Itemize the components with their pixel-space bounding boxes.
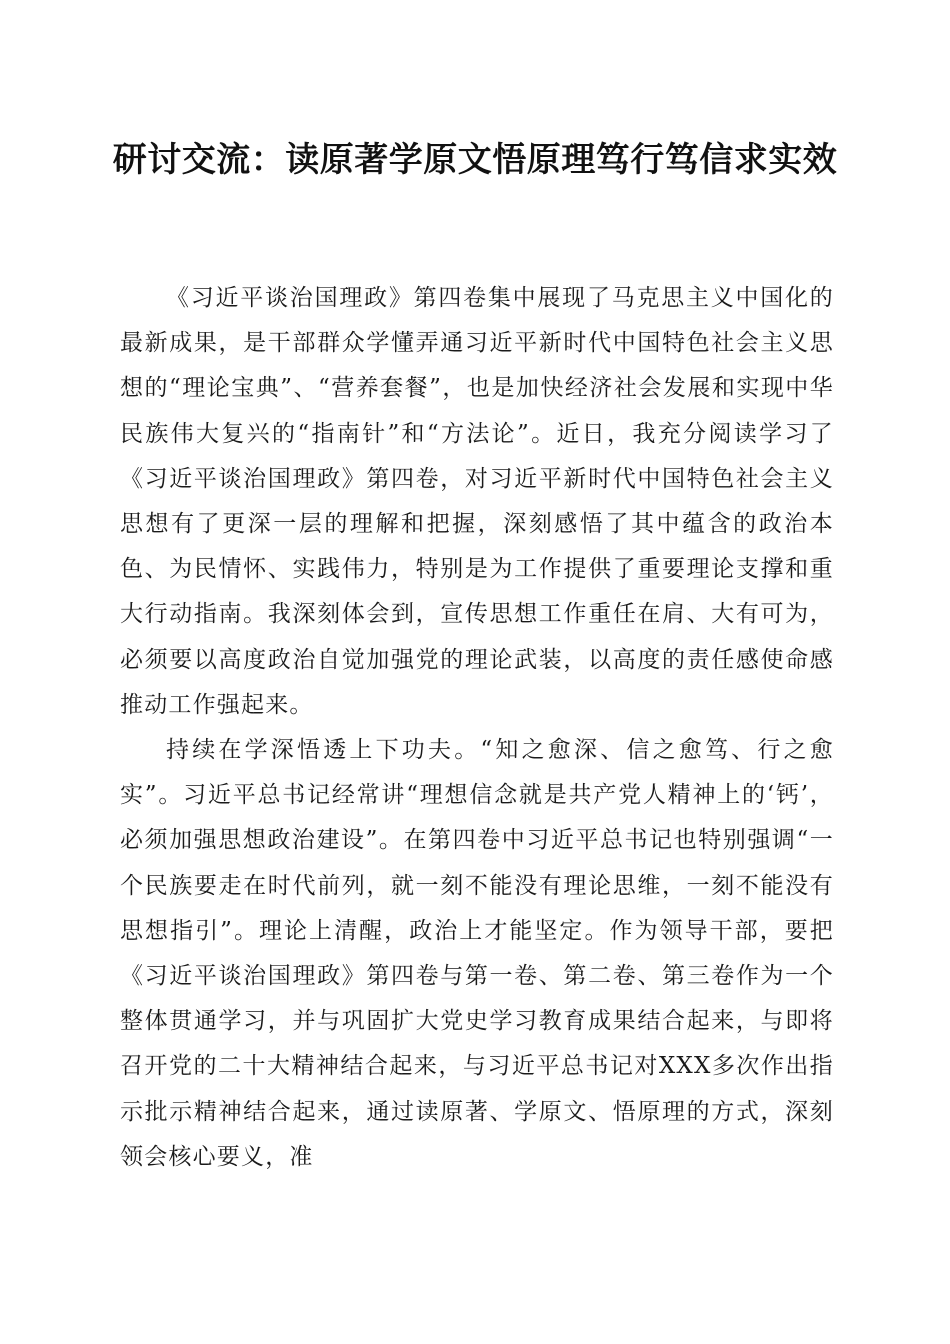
document-title: 研讨交流：读原著学原文悟原理笃行笃信求实效 xyxy=(112,140,838,180)
paragraph-intro: 《习近平谈治国理政》第四卷集中展现了马克思主义中国化的最新成果，是干部群众学懂弄通习近平新时代中国特色社会主义思想的“理论宝典”、“营养套餐”，也是加快经济社会发展和实现中华民族伟大复兴的“指南针”和“方法论”。近日，我充分阅读学习了《习近平谈治国理政》第四卷，对习近平新时代中国特色社会主义思想有了更深一层的理解和把握，深刻感悟了其中蕴含的政治本色、为民情怀、实践伟力，特别是为工作提供了重要理论支撑和重大行动指南。我深刻体会到，宣传思想工作重任在肩、大有可为，必须要以高度政治自觉加强党的理论武装，以高度的责任感使命感推动工作强起来。 xyxy=(120,285,834,718)
paragraph-study: 持续在学深悟透上下功夫。“知之愈深、信之愈笃、行之愈实”。习近平总书记经常讲“理想信念就是共产党人精神上的‘钙’，必须加强思想政治建设”。在第四卷中习近平总书记也特别强调“一个民族要走在时代前列，就一刻不能没有理论思维，一刻不能没有思想指引”。理论上清醒，政治上才能坚定。作为领导干部，要把《习近平谈治国理政》第四卷与第一卷、第二卷、第三卷作为一个整体贯通学习，并与巩固扩大党史学习教育成果结合起来，与即将召开党的二十大精神结合起来，与习近平总书记对XXX多次作出指示批示精神结合起来，通过读原著、学原文、悟原理的方式，深刻领会核心要义，准 xyxy=(120,737,834,1170)
document-body xyxy=(120,276,834,1180)
